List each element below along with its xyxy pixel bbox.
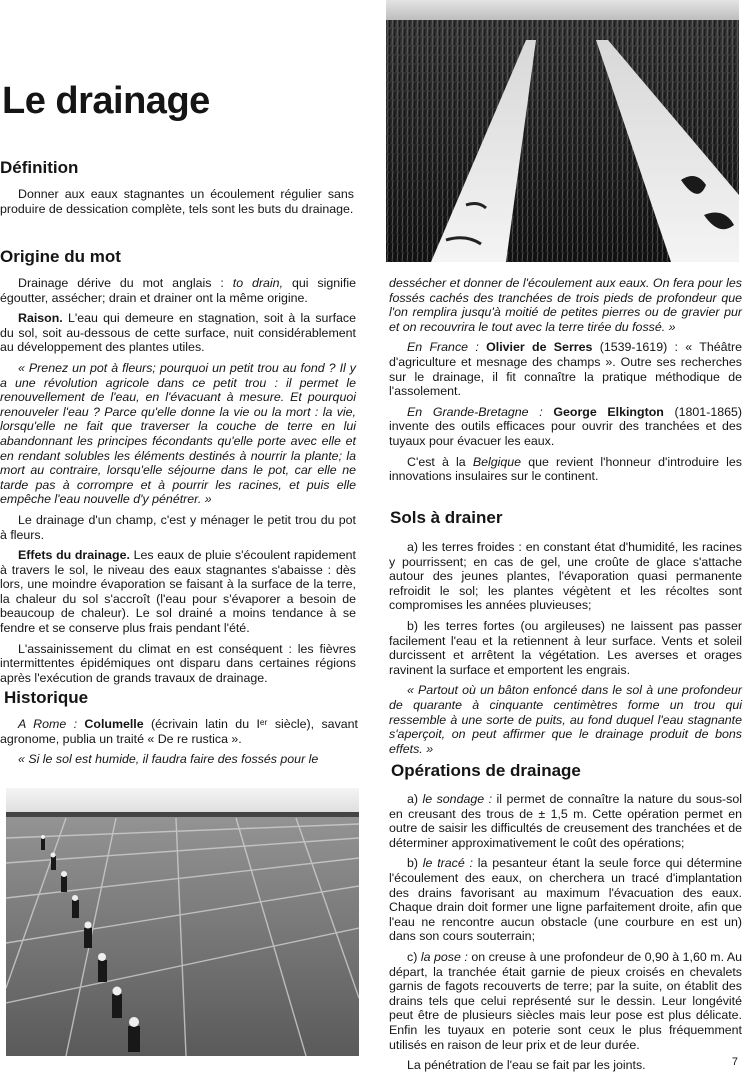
field-workers-photo (6, 788, 359, 1056)
gb-name: George Elkington (553, 404, 664, 419)
france-text: (1539-1619) : « Théâtre d'agriculture et mesnage des champs ». Outre ses recherches sur le drainage, il fit connaître la pratique méthodique de l'assolement. (389, 340, 742, 399)
ditch-photo (386, 0, 739, 262)
operation-a-prefix: a) (407, 792, 423, 806)
origin-paragraph (0, 276, 356, 305)
france-label: En France : (407, 340, 487, 355)
rome-label: A Rome : (18, 717, 85, 731)
page-title: Le drainage (2, 80, 210, 122)
operation-b-prefix: b) (407, 856, 423, 871)
heading-definition: Définition (0, 158, 79, 177)
sols-b: b) les terres fortes (ou argileuses) ne laissent pas passer facilement l'eau et la retiennent à leur surface. Vents et soleil durcissent et arrêtent la végétation. Les averses et orages ravinent la surface et emportent les engrais. (389, 618, 742, 677)
gb-paragraph (389, 405, 742, 449)
definition-text (0, 187, 354, 222)
sols-a: a) les terres froides : en constant état d'humidité, les racines y pourrissent; en cas de gel, une croûte de glace s'attache autour des jeunes plantes, l'évaporation quasi permanente refroidit le sol; les plantes végètent et les récoltes sont compromises les années pluvieuses; (389, 540, 742, 613)
operation-b-label: le tracé : (422, 856, 473, 871)
france-name: Olivier de Serres (486, 340, 593, 355)
rome-quote-start: « Si le sol est humide, il faudra faire des fossés pour le (18, 752, 319, 767)
right-column-top (389, 276, 742, 490)
effets-paragraph (0, 548, 356, 636)
rome-quote-continued: dessécher et donner de l'écoulement aux eaux. On fera pour les fossés cachés des tranchées de trois pieds de profondeur que l'on remplira jusqu'à moitié de petites pierres ou de gravier pur et on recouvrira le tout avec la terre tirée du fossé. » (389, 276, 742, 334)
origin-text-italic: to drain, (232, 276, 284, 290)
heading-historique: Historique (4, 688, 89, 707)
effets-text: Les eaux de pluie s'écoulent rapidement à travers le sol, le niveau des eaux stagnantes s'abaisse : dès lors, une moindre évaporation se faisant à la surface de la terre, la chaleur du sol s'accroît (l'eau pour s'évaporer a besoin de beaucoup de chaleur). Le sol drainé a moins tendance à se fendre et se conserve plus frais pendant l'été. (0, 548, 356, 636)
operation-b (389, 856, 742, 944)
heading-operations: Opérations de drainage (391, 761, 581, 780)
rome-paragraph (0, 717, 358, 746)
operations-body (389, 792, 742, 1079)
belgique-text-a: C'est à la (407, 454, 473, 469)
rome-name: Columelle (84, 717, 144, 731)
operation-c-label: la pose : (420, 949, 468, 964)
gb-label: En Grande-Bretagne : (407, 404, 554, 419)
rome-text: (écrivain latin du Iᵉʳ siècle), savant agronome, publia un traité « De re rustica ». (0, 717, 358, 746)
left-column-body (0, 276, 356, 691)
pot-paragraph: Le drainage d'un champ, c'est y ménager le petit trou du pot à fleurs. (0, 512, 356, 542)
operation-c (389, 950, 742, 1052)
operation-a-label: le sondage : (422, 792, 493, 806)
sols-quote: « Partout où un bâton enfoncé dans le sol à une profondeur de quarante à cinquante centimètres forme un trou qui ressemble à une sorte de puits, au fond duquel l'eau stagnante s'aperçoit, on peut affirmer que le drainage produit de bons effets. » (389, 683, 742, 756)
raison-paragraph (0, 311, 356, 355)
raison-label: Raison. (18, 311, 63, 326)
belgique-italic: Belgique (472, 454, 522, 469)
page-number: 7 (731, 1056, 738, 1068)
pot-quote: « Prenez un pot à fleurs; pourquoi un petit trou au fond ? Il y a une révolution agricole dans ce petit trou : il permet le renouvellement de l'eau, en l'évacuant à mesure. Et pourquoi renouveler l'eau ? Parce qu'elle donne la vie ou la mort : la vie, lorsqu'elle ne fait que traverser la couche de terre en lui abandonnant les principes fécondants qu'elle porte avec elle et en rendant solubles les éléments destinés à nourrir la plante; la mort au contraire, lorsqu'elle séjourne dans le pot, car elle ne tarde pas à corrompre et à pourrir les racines, et puis elle empêche l'eau nouvelle d'y pénétrer. » (0, 360, 356, 507)
operation-c-text: on creuse à une profondeur de 0,90 à 1,60 m. Au départ, la tranchée était garnie de pieux croisés en chevalets garnis de fagots recouverts de terre; par la suite, on établit des drains tels que celui représenté sur le dessin. Leur longévité peut être de plusieurs siècles mais leur pose est plus délicate. Enfin les tuyaux en poterie sont ceux le plus fréquemment utilisés en raison de leur prix et de leur durée. (389, 949, 743, 1052)
belgique-text-b: que revient l'honneur d'introduire les innovations insulaires sur le continent. (389, 454, 742, 484)
belgique-paragraph (389, 455, 742, 484)
operation-a-text: il permet de connaître la nature du sous-sol en creusant des trous de ± 1,5 m. Cette opération permet en outre de saisir les difficultés de creusement des tranchées et de déterminer approximativement le coût des opérations; (389, 792, 742, 850)
gb-text: (1801-1865) invente des outils efficaces pour ouvrir des tranchées et des tuyaux pour évacuer les eaux. (389, 404, 743, 448)
origin-text-a: Drainage dérive du mot anglais : (18, 276, 233, 290)
effets-label: Effets du drainage. (18, 548, 130, 563)
operation-b-text: la pesanteur étant la seule force qui détermine l'écoulement des eaux, on cherchera un tracé d'implantation des drains favorisant au maximum l'évacuation des eaux. Chaque drain doit former une ligne parfaitement droite, afin que l'eau ne rencontre aucun obstacle (une courbure en est un) dans son cours souterrain; (389, 856, 742, 944)
sols-body (389, 540, 742, 762)
operation-a (389, 792, 742, 850)
origin-text-b: qui signifie égoutter, assécher; drain et drainer ont la même origine. (0, 276, 356, 305)
assainissement-paragraph: L'assainissement du climat en est conséquent : les fièvres intermittentes épidémiques ont disparu dans certaines régions après l'exécution de grands travaux de drainage. (0, 641, 356, 685)
heading-origine: Origine du mot (0, 247, 121, 266)
france-paragraph (389, 340, 742, 398)
definition-paragraph: Donner aux eaux stagnantes un écoulement régulier sans produire de dessication complète, tels sont les buts du drainage. (0, 187, 354, 216)
final-paragraph: La pénétration de l'eau se fait par les joints. (407, 1058, 646, 1073)
historique-body (0, 717, 358, 773)
heading-sols: Sols à drainer (390, 508, 503, 527)
operation-c-prefix: c) (407, 949, 421, 964)
raison-text: L'eau qui demeure en stagnation, soit à la surface du sol, soit au-dessous de cette surface, nuit considérablement au développement des plantes utiles. (0, 311, 356, 355)
